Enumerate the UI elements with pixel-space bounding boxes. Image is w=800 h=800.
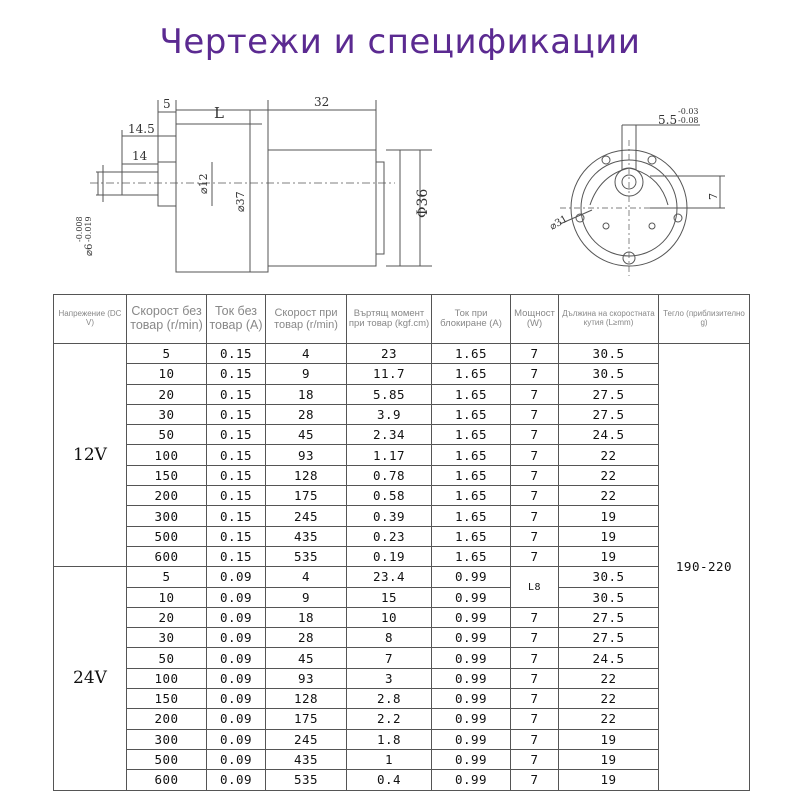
flat-tol-bot-label: -0.08: [678, 116, 699, 125]
table-row: [54, 567, 750, 587]
table-row: [54, 445, 750, 465]
cell-gearbox-length: 22: [559, 486, 659, 506]
cell-noload-speed: 200: [127, 709, 207, 729]
cell-noload-current: 0.15: [207, 506, 266, 526]
cell-noload-speed: 20: [127, 384, 207, 404]
cell-load-speed: 4: [266, 344, 347, 364]
cell-torque: 8: [347, 628, 432, 648]
cell-noload-current: 0.09: [207, 587, 266, 607]
cell-noload-current: 0.15: [207, 364, 266, 384]
cell-noload-current: 0.09: [207, 729, 266, 749]
header-weight: Тегло (приблизително g): [659, 295, 750, 344]
cell-load-speed: 535: [266, 770, 347, 790]
spec-table-body: [54, 344, 750, 791]
header-torque: Въртящ момент при товар (kgf.cm): [347, 295, 432, 344]
cell-gearbox-length: 27.5: [559, 628, 659, 648]
dia-31-label: ⌀31: [548, 213, 570, 233]
shaft-boss: [158, 162, 176, 206]
cell-noload-speed: 5: [127, 567, 207, 587]
cell-stall-current: 0.99: [432, 770, 511, 790]
gearbox-body: [176, 110, 268, 272]
cell-torque: 3: [347, 668, 432, 688]
flat-tol-top-label: -0.03: [678, 107, 699, 116]
table-row: [54, 465, 750, 485]
shaft-tol-top-label: -0.008: [75, 216, 84, 242]
cell-load-speed: 128: [266, 689, 347, 709]
cell-stall-current: 1.65: [432, 404, 511, 424]
dia-37-label: ⌀37: [234, 191, 247, 212]
shaft-tol-bot-label: -0.019: [84, 216, 93, 242]
cell-noload-current: 0.15: [207, 404, 266, 424]
cell-noload-speed: 30: [127, 628, 207, 648]
cell-gearbox-length: 22: [559, 445, 659, 465]
cell-noload-current: 0.15: [207, 344, 266, 364]
table-row: [54, 628, 750, 648]
cell-load-speed: 435: [266, 526, 347, 546]
cell-load-speed: 93: [266, 445, 347, 465]
cell-noload-speed: 200: [127, 486, 207, 506]
dim-14-5-label: 14.5: [128, 122, 155, 136]
cell-noload-current: 0.15: [207, 425, 266, 445]
cell-power: 7: [511, 770, 559, 790]
cell-stall-current: 0.99: [432, 607, 511, 627]
cell-noload-speed: 500: [127, 749, 207, 769]
cell-torque: 0.23: [347, 526, 432, 546]
cell-stall-current: 0.99: [432, 729, 511, 749]
cell-torque: 0.4: [347, 770, 432, 790]
header-noload-current: Ток без товар (A): [207, 295, 266, 344]
header-load-speed: Скорост при товар (r/min): [266, 295, 347, 344]
dim-5-label: 5: [163, 97, 171, 111]
cell-torque: 2.2: [347, 709, 432, 729]
cell-noload-current: 0.15: [207, 526, 266, 546]
cell-stall-current: 0.99: [432, 689, 511, 709]
cell-stall-current: 1.65: [432, 344, 511, 364]
cell-noload-current: 0.09: [207, 567, 266, 587]
cell-stall-current: 0.99: [432, 587, 511, 607]
page-title: Чертежи и спецификации: [159, 22, 641, 62]
flat-5-5-label: 5.5: [658, 113, 678, 127]
weight-cell: 190-220: [659, 344, 750, 791]
cell-noload-speed: 30: [127, 404, 207, 424]
cell-load-speed: 535: [266, 546, 347, 566]
cell-stall-current: 1.65: [432, 425, 511, 445]
table-row: [54, 689, 750, 709]
cell-load-speed: 28: [266, 404, 347, 424]
phi-36-label: Φ36: [415, 188, 431, 218]
shaft-dia-label: ⌀6: [84, 243, 95, 256]
cell-load-speed: 245: [266, 506, 347, 526]
cell-noload-speed: 100: [127, 445, 207, 465]
cell-noload-speed: 600: [127, 770, 207, 790]
cell-load-speed: 435: [266, 749, 347, 769]
cell-noload-speed: 100: [127, 668, 207, 688]
cell-load-speed: 9: [266, 364, 347, 384]
cell-stall-current: 1.65: [432, 546, 511, 566]
cell-load-speed: 93: [266, 668, 347, 688]
cell-torque: 3.9: [347, 404, 432, 424]
motor-technical-drawing: [0, 0, 800, 294]
dim-7-label: 7: [707, 193, 720, 200]
dim-L-label: L: [214, 104, 224, 122]
cell-noload-speed: 10: [127, 364, 207, 384]
cell-load-speed: 18: [266, 607, 347, 627]
shaft-outline: [98, 172, 158, 195]
cell-torque: 0.58: [347, 486, 432, 506]
cell-gearbox-length: 19: [559, 729, 659, 749]
cell-power: 7: [511, 709, 559, 729]
cell-stall-current: 0.99: [432, 668, 511, 688]
dim-32-label: 32: [314, 95, 330, 109]
cell-noload-current: 0.09: [207, 689, 266, 709]
cell-gearbox-length: 30.5: [559, 344, 659, 364]
cell-load-speed: 175: [266, 486, 347, 506]
table-row: [54, 648, 750, 668]
cell-power: 7: [511, 486, 559, 506]
cell-gearbox-length: 19: [559, 749, 659, 769]
cell-load-speed: 45: [266, 425, 347, 445]
cell-noload-current: 0.09: [207, 749, 266, 769]
cell-stall-current: 0.99: [432, 567, 511, 587]
table-row: [54, 546, 750, 566]
cell-gearbox-length: 19: [559, 546, 659, 566]
cell-power: 7: [511, 729, 559, 749]
cell-noload-current: 0.09: [207, 628, 266, 648]
table-row: [54, 364, 750, 384]
table-row: [54, 770, 750, 790]
cell-torque: 7: [347, 648, 432, 668]
cell-torque: 1.8: [347, 729, 432, 749]
cell-noload-current: 0.15: [207, 465, 266, 485]
voltage-cell: 24V: [54, 567, 127, 790]
cell-noload-speed: 150: [127, 465, 207, 485]
header-gearbox-length: Дължина на скоростната кутия (L≥mm): [559, 295, 659, 344]
cell-torque: 1.17: [347, 445, 432, 465]
cell-torque: 2.34: [347, 425, 432, 445]
cell-noload-current: 0.15: [207, 384, 266, 404]
cell-noload-speed: 10: [127, 587, 207, 607]
cell-noload-speed: 50: [127, 648, 207, 668]
cell-gearbox-length: 19: [559, 526, 659, 546]
cell-power: 7: [511, 425, 559, 445]
header-noload-speed: Скорост без товар (r/min): [127, 295, 207, 344]
cell-stall-current: 1.65: [432, 526, 511, 546]
cell-stall-current: 1.65: [432, 506, 511, 526]
cell-noload-speed: 50: [127, 425, 207, 445]
table-row: [54, 526, 750, 546]
cell-torque: 1: [347, 749, 432, 769]
cell-torque: 0.78: [347, 465, 432, 485]
header-stall-current: Ток при блокиране (A): [432, 295, 511, 344]
cell-power: 7: [511, 749, 559, 769]
cell-noload-speed: 20: [127, 607, 207, 627]
cell-power: 7: [511, 526, 559, 546]
cell-gearbox-length: 30.5: [559, 587, 659, 607]
table-row: [54, 749, 750, 769]
cell-noload-current: 0.15: [207, 445, 266, 465]
cell-gearbox-length: 24.5: [559, 648, 659, 668]
cell-power: 7: [511, 648, 559, 668]
cell-stall-current: 1.65: [432, 445, 511, 465]
cell-gearbox-length: 30.5: [559, 567, 659, 587]
cell-noload-current: 0.09: [207, 668, 266, 688]
dia-12-label: ⌀12: [197, 173, 210, 194]
cell-power: 7: [511, 628, 559, 648]
cell-stall-current: 0.99: [432, 709, 511, 729]
cell-load-speed: 128: [266, 465, 347, 485]
cell-load-speed: 175: [266, 709, 347, 729]
cell-power: 7: [511, 384, 559, 404]
cell-gearbox-length: 22: [559, 689, 659, 709]
cell-power: 7: [511, 607, 559, 627]
table-row: [54, 587, 750, 607]
cell-gearbox-length: 19: [559, 770, 659, 790]
cell-stall-current: 1.65: [432, 384, 511, 404]
cell-stall-current: 0.99: [432, 628, 511, 648]
header-voltage: Напрежение (DC V): [54, 295, 127, 344]
cell-torque: 0.19: [347, 546, 432, 566]
cell-power: 7: [511, 546, 559, 566]
cell-stall-current: 0.99: [432, 749, 511, 769]
cell-gearbox-length: 27.5: [559, 384, 659, 404]
cell-load-speed: 18: [266, 384, 347, 404]
cell-torque: 23: [347, 344, 432, 364]
table-row: [54, 668, 750, 688]
cell-gearbox-length: 19: [559, 506, 659, 526]
cell-load-speed: 245: [266, 729, 347, 749]
cell-gearbox-length: 22: [559, 668, 659, 688]
cell-power: 7: [511, 465, 559, 485]
cell-gearbox-length: 22: [559, 465, 659, 485]
cell-power: 7: [511, 506, 559, 526]
cell-noload-current: 0.09: [207, 607, 266, 627]
cell-power: 7: [511, 445, 559, 465]
cell-noload-speed: 300: [127, 729, 207, 749]
cell-noload-current: 0.15: [207, 546, 266, 566]
cell-torque: 11.7: [347, 364, 432, 384]
cell-noload-speed: 300: [127, 506, 207, 526]
cell-stall-current: 1.65: [432, 486, 511, 506]
cell-load-speed: 45: [266, 648, 347, 668]
cell-power: L8: [511, 567, 559, 608]
dim-14-label: 14: [132, 149, 148, 163]
table-row: [54, 729, 750, 749]
cell-torque: 23.4: [347, 567, 432, 587]
cell-torque: 5.85: [347, 384, 432, 404]
cell-power: 7: [511, 344, 559, 364]
table-row: [54, 506, 750, 526]
voltage-cell: 12V: [54, 344, 127, 567]
cell-torque: 0.39: [347, 506, 432, 526]
cell-power: 7: [511, 364, 559, 384]
cell-noload-current: 0.09: [207, 770, 266, 790]
cell-torque: 10: [347, 607, 432, 627]
table-row: [54, 344, 750, 364]
table-row: [54, 486, 750, 506]
header-power: Мощност (W): [511, 295, 559, 344]
cell-load-speed: 9: [266, 587, 347, 607]
spec-table: [53, 294, 750, 791]
cell-noload-speed: 500: [127, 526, 207, 546]
cell-load-speed: 4: [266, 567, 347, 587]
cell-power: 7: [511, 689, 559, 709]
cell-torque: 2.8: [347, 689, 432, 709]
cell-noload-current: 0.15: [207, 486, 266, 506]
cell-power: 7: [511, 404, 559, 424]
cell-stall-current: 1.65: [432, 364, 511, 384]
cell-gearbox-length: 30.5: [559, 364, 659, 384]
cell-gearbox-length: 24.5: [559, 425, 659, 445]
table-row: [54, 607, 750, 627]
cell-noload-speed: 5: [127, 344, 207, 364]
cell-noload-speed: 150: [127, 689, 207, 709]
cell-noload-current: 0.09: [207, 648, 266, 668]
table-row: [54, 709, 750, 729]
cell-noload-current: 0.09: [207, 709, 266, 729]
cell-torque: 15: [347, 587, 432, 607]
cell-gearbox-length: 27.5: [559, 404, 659, 424]
cell-stall-current: 1.65: [432, 465, 511, 485]
table-row: [54, 404, 750, 424]
table-row: [54, 384, 750, 404]
cell-noload-speed: 600: [127, 546, 207, 566]
cell-gearbox-length: 27.5: [559, 607, 659, 627]
table-row: [54, 425, 750, 445]
cell-stall-current: 0.99: [432, 648, 511, 668]
cell-power: 7: [511, 668, 559, 688]
cell-gearbox-length: 22: [559, 709, 659, 729]
cell-load-speed: 28: [266, 628, 347, 648]
motor-body: [268, 150, 376, 266]
header-row: [54, 295, 750, 344]
